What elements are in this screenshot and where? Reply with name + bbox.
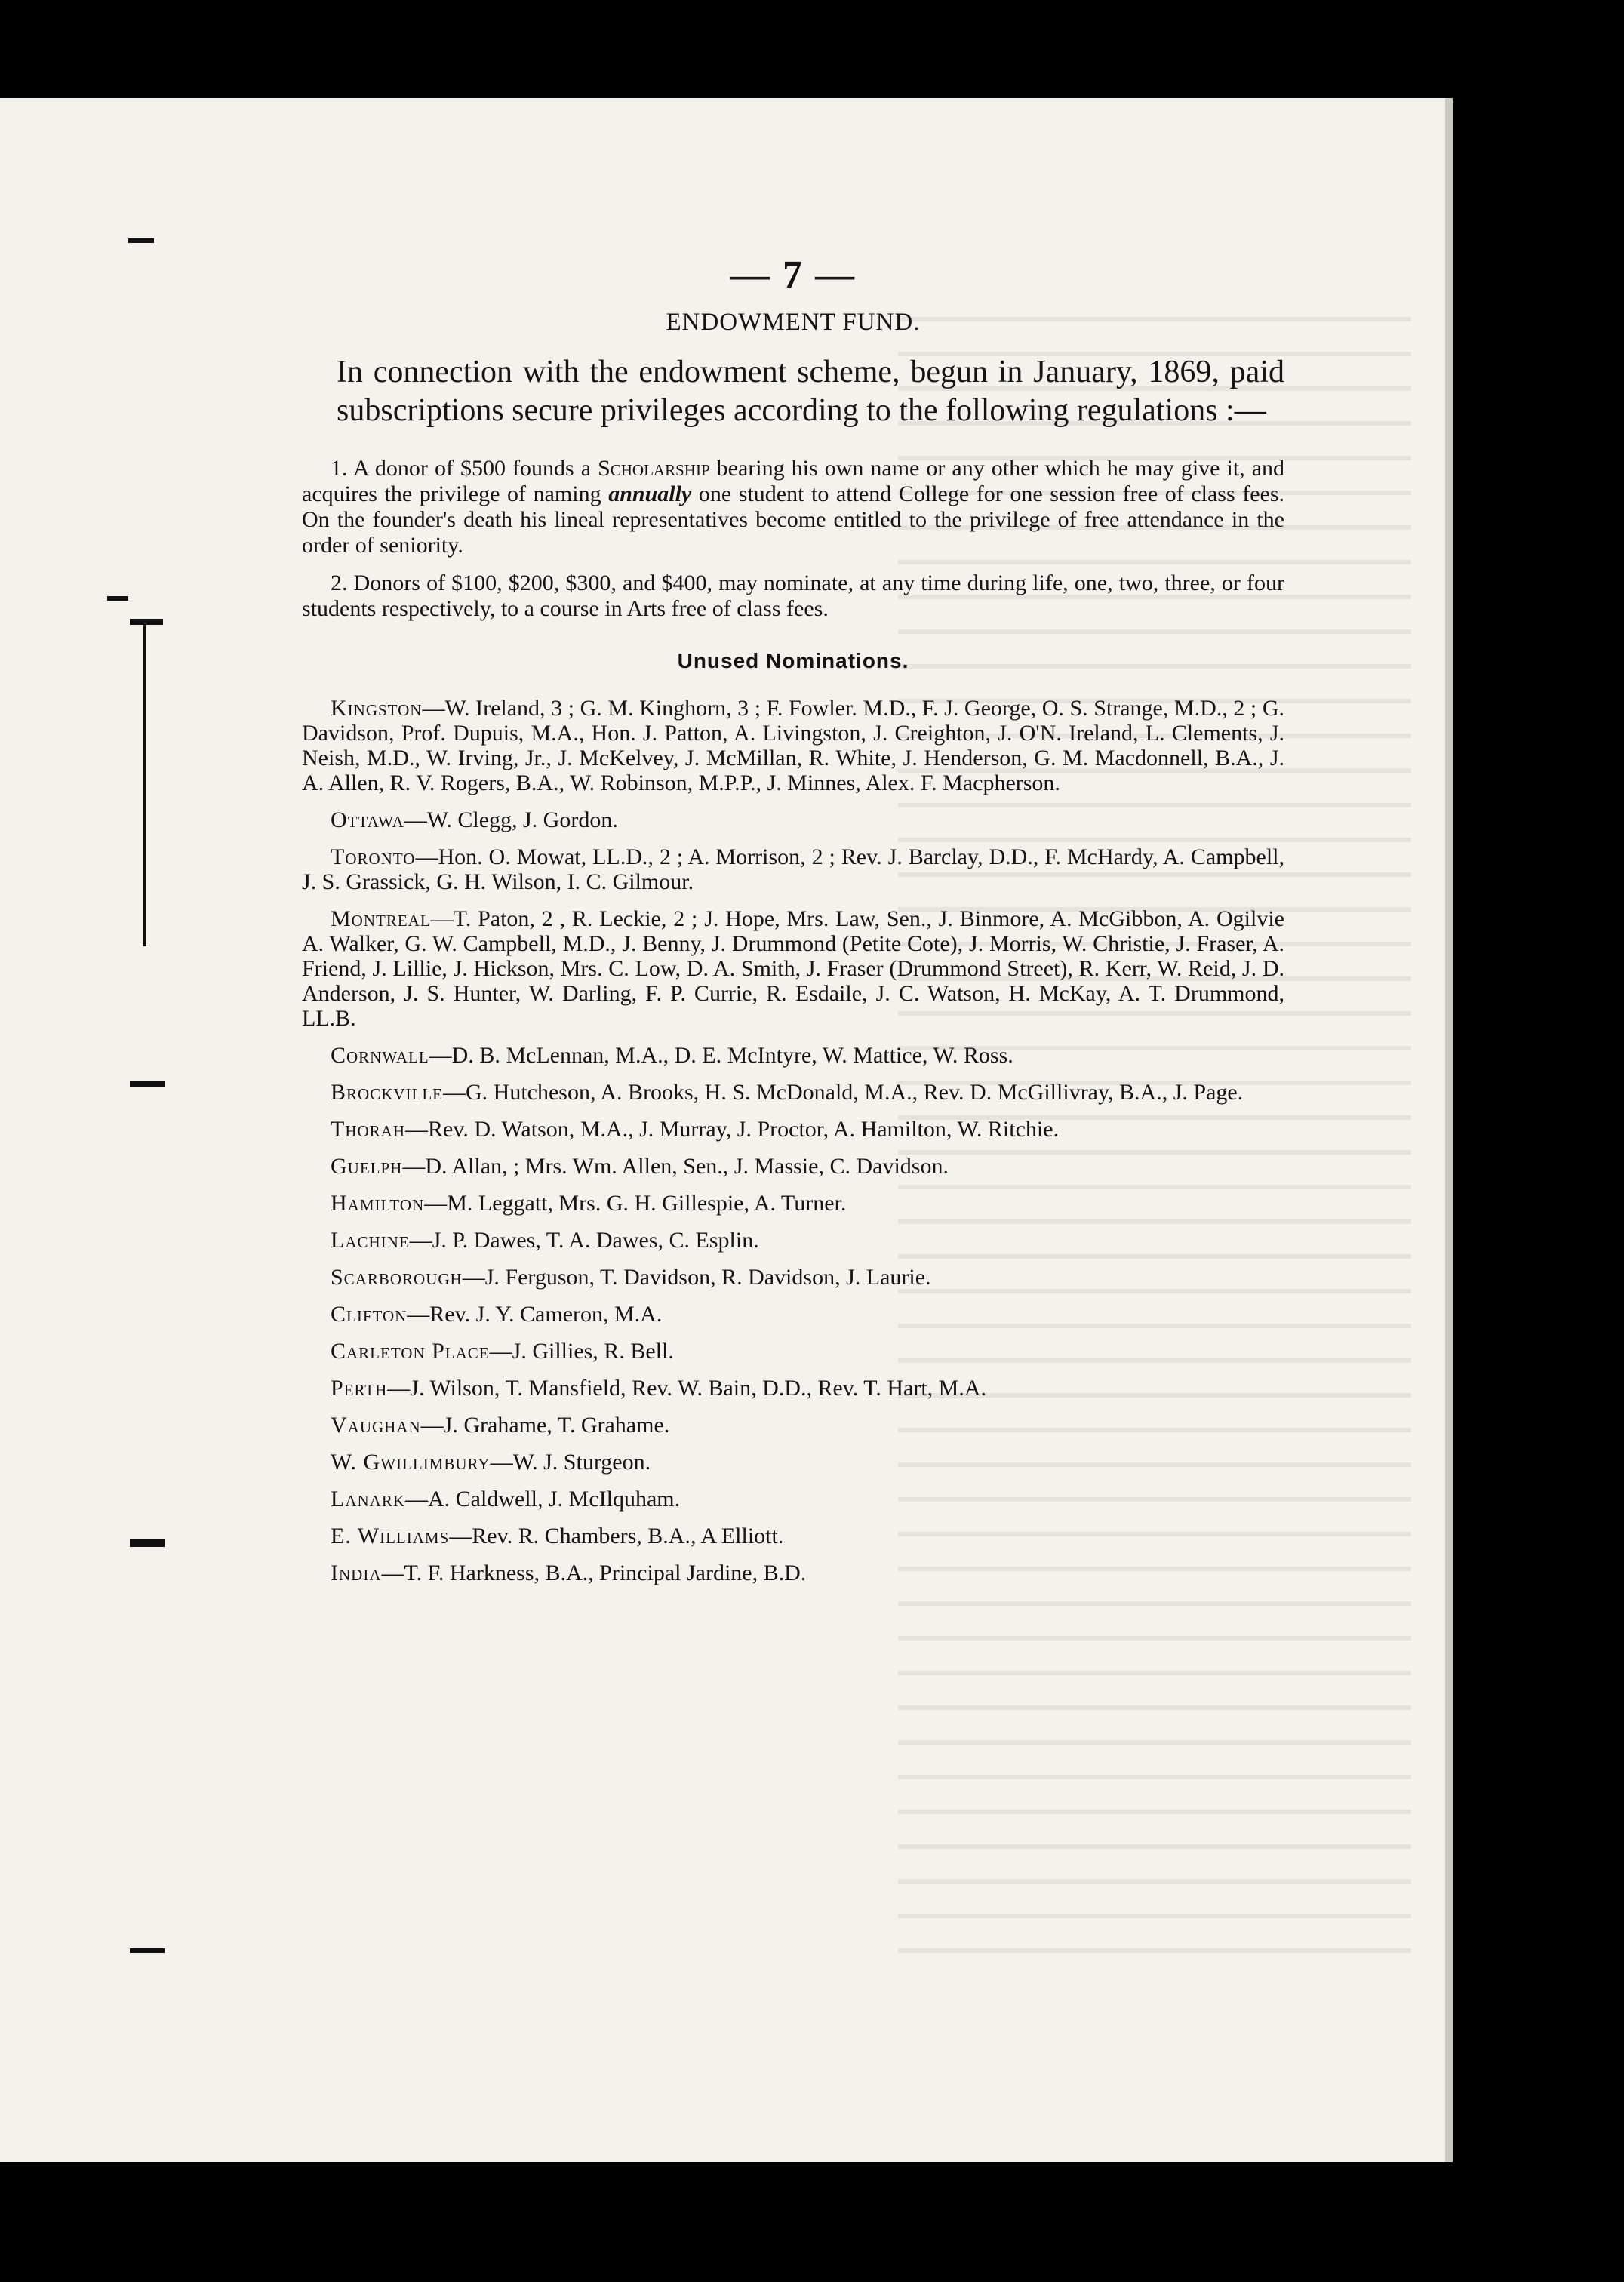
nomination-place: W. Gwillimbury <box>331 1450 491 1475</box>
separator-dash: — <box>422 696 445 721</box>
separator-dash: — <box>424 1191 448 1216</box>
separator-dash: — <box>404 807 427 832</box>
separator-dash: — <box>443 1080 466 1105</box>
separator-dash: — <box>420 1413 444 1438</box>
nomination-names: M. Leggatt, Mrs. G. H. Gillespie, A. Turner. <box>447 1191 847 1216</box>
margin-mark-4 <box>130 1081 165 1087</box>
margin-mark-6 <box>130 1948 165 1953</box>
scholarship-term: Scholarship <box>598 456 710 481</box>
nomination-names: J. Wilson, T. Mansfield, Rev. W. Bain, D.D., Rev. T. Hart, M.A. <box>410 1376 987 1401</box>
separator-dash: — <box>402 1154 426 1179</box>
subheading-unused-nominations: Unused Nominations. <box>677 649 909 672</box>
nomination-place: Montreal <box>331 906 431 931</box>
nomination-place: Vaughan <box>331 1413 421 1438</box>
nomination-names: J. Gillies, R. Bell. <box>512 1339 674 1364</box>
margin-rule <box>143 622 146 946</box>
separator-dash: — <box>409 1228 432 1253</box>
nomination-entry <box>302 1228 1284 1253</box>
nomination-place: Perth <box>331 1376 388 1401</box>
margin-mark-2 <box>107 596 128 601</box>
nomination-names: G. Hutcheson, A. Brooks, H. S. McDonald, M.A., Rev. D. McGillivray, B.A., J. Page. <box>466 1080 1244 1105</box>
nomination-names: J. Ferguson, T. Davidson, R. Davidson, J. Laurie. <box>484 1265 931 1290</box>
nomination-entry <box>302 1043 1284 1068</box>
nomination-place: Lachine <box>331 1228 410 1253</box>
nomination-entry <box>302 1487 1284 1512</box>
separator-dash: — <box>407 1302 430 1327</box>
page-content <box>302 249 1284 1598</box>
nomination-names: Rev. J. Y. Cameron, M.A. <box>429 1302 663 1327</box>
nomination-names: W. Clegg, J. Gordon. <box>426 807 618 832</box>
separator-dash: — <box>381 1561 404 1585</box>
nomination-place: Clifton <box>331 1302 408 1327</box>
nomination-names: D. B. McLennan, M.A., D. E. McIntyre, W. Mattice, W. Ross. <box>451 1043 1013 1068</box>
nomination-place: Cornwall <box>331 1043 429 1068</box>
margin-mark-1 <box>128 238 154 243</box>
nomination-names: D. Allan, ; Mrs. Wm. Allen, Sen., J. Massie, C. Davidson. <box>425 1154 949 1179</box>
page-number: — 7 — <box>730 254 856 297</box>
separator-dash: — <box>489 1339 512 1364</box>
nomination-entry <box>302 1561 1284 1585</box>
nomination-entry <box>302 696 1284 795</box>
nomination-place: Thorah <box>331 1117 405 1142</box>
separator-dash: — <box>429 1043 452 1068</box>
nomination-place: Kingston <box>331 696 423 721</box>
regulation-number: 1. <box>331 456 348 481</box>
nomination-place: Carleton Place <box>331 1339 490 1364</box>
nomination-place: Scarborough <box>331 1265 463 1290</box>
nomination-place: Lanark <box>331 1487 405 1512</box>
nomination-place: Ottawa <box>331 807 404 832</box>
emphasis-annually: annually <box>608 481 692 506</box>
separator-dash: — <box>449 1524 472 1548</box>
separator-dash: — <box>430 906 454 931</box>
nomination-place: Brockville <box>331 1080 443 1105</box>
separator-dash: — <box>415 844 438 869</box>
nomination-entry <box>302 807 1284 832</box>
regulation-2: 2. Donors of $100, $200, $300, and $400, may nominate, at any time during life, one, two, three, or four students respectively, to a course in Arts free of class fees. <box>302 570 1284 621</box>
nomination-entry <box>302 1302 1284 1327</box>
regulation-number: 2. <box>331 570 348 595</box>
intro-paragraph: In connection with the endowment scheme, begun in January, 1869, paid subscriptions secure privileges according to the following regulations :— <box>337 355 1284 428</box>
nomination-names: T. Paton, 2 , R. Leckie, 2 ; J. Hope, Mrs. Law, Sen., J. Binmore, A. McGibbon, A. Ogilvie A. Walker, G. W. Campbell, M.D., J. Benny, J. Drummond (Petite Cote), J. Morris, W. Christie, J. Fraser, A. Friend, J. Lillie, J. Hickson, Mrs. C. Low, D. A. Smith, J. Fraser (Drummond Street), R. Kerr, W. Reid, J. D. Anderson, J. S. Hunter, W. Darling, F. P. Currie, R. Esdaile, J. C. Watson, H. McKay, A. T. Drummond, LL.B. <box>302 906 1284 1031</box>
nomination-names: T. F. Harkness, B.A., Principal Jardine, B.D. <box>404 1561 807 1585</box>
nomination-names: Rev. D. Watson, M.A., J. Murray, J. Proctor, A. Hamilton, W. Ritchie. <box>428 1117 1060 1142</box>
nomination-names: J. Grahame, T. Grahame. <box>443 1413 670 1438</box>
nomination-list <box>302 696 1284 1585</box>
nomination-place: E. Williams <box>331 1524 450 1548</box>
separator-dash: — <box>405 1487 428 1512</box>
nomination-place: Hamilton <box>331 1191 425 1216</box>
nomination-entry <box>302 1080 1284 1105</box>
nomination-names: W. J. Sturgeon. <box>512 1450 651 1475</box>
nomination-names: J. P. Dawes, T. A. Dawes, C. Esplin. <box>432 1228 759 1253</box>
nomination-entry <box>302 1376 1284 1401</box>
nomination-entry <box>302 1450 1284 1475</box>
nomination-entry <box>302 1413 1284 1438</box>
nomination-entry <box>302 1524 1284 1548</box>
separator-dash: — <box>490 1450 513 1475</box>
nomination-entry <box>302 1191 1284 1216</box>
separator-dash: — <box>405 1117 428 1142</box>
nomination-names: A. Caldwell, J. McIlquham. <box>428 1487 681 1512</box>
nomination-entry <box>302 1265 1284 1290</box>
nomination-names: Rev. R. Chambers, B.A., A Elliott. <box>472 1524 784 1548</box>
margin-mark-5 <box>130 1539 165 1547</box>
page-edge-shadow <box>1445 98 1453 2162</box>
nomination-names: Hon. O. Mowat, LL.D., 2 ; A. Morrison, 2 ; Rev. J. Barclay, D.D., F. McHardy, A. Campbell, J. S. Grassick, G. H. Wilson, I. C. Gilmour. <box>302 844 1284 894</box>
regulation-1: 1. A donor of $500 founds a Scholarship bearing his own name or any other which he may give it, and acquires the privilege of naming annually one student to attend College for one session free of class fees. On the founder's death his lineal representatives become entitled to the privilege of free attendance in the order of seniority. <box>302 456 1285 558</box>
separator-dash: — <box>387 1376 411 1401</box>
nomination-names: W. Ireland, 3 ; G. M. Kinghorn, 3 ; F. Fowler. M.D., F. J. George, O. S. Strange, M.D., 2 ; G. Davidson, Prof. Dupuis, M.A., Hon. J. Patton, A. Livingston, J. Creighton, J. O'N. Ireland, L. Clements, J. Neish, M.D., W. Irving, Jr., J. McKelvey, J. McMillan, R. White, J. Henderson, G. M. Macdonnell, B.A., J. A. Allen, R. V. Rogers, B.A., W. Robinson, M.P.P., J. Minnes, Alex. F. Macpherson. <box>302 696 1284 795</box>
nomination-entry <box>302 1154 1284 1179</box>
nomination-entry <box>302 844 1284 894</box>
nomination-place: Toronto <box>331 844 416 869</box>
nomination-entry <box>302 1117 1284 1142</box>
section-title: ENDOWMENT FUND. <box>666 309 921 336</box>
nomination-entry <box>302 1339 1284 1364</box>
nomination-place: Guelph <box>331 1154 403 1179</box>
nomination-entry <box>302 906 1284 1031</box>
margin-mark-3 <box>130 619 163 625</box>
separator-dash: — <box>462 1265 485 1290</box>
nomination-place: India <box>331 1561 382 1585</box>
